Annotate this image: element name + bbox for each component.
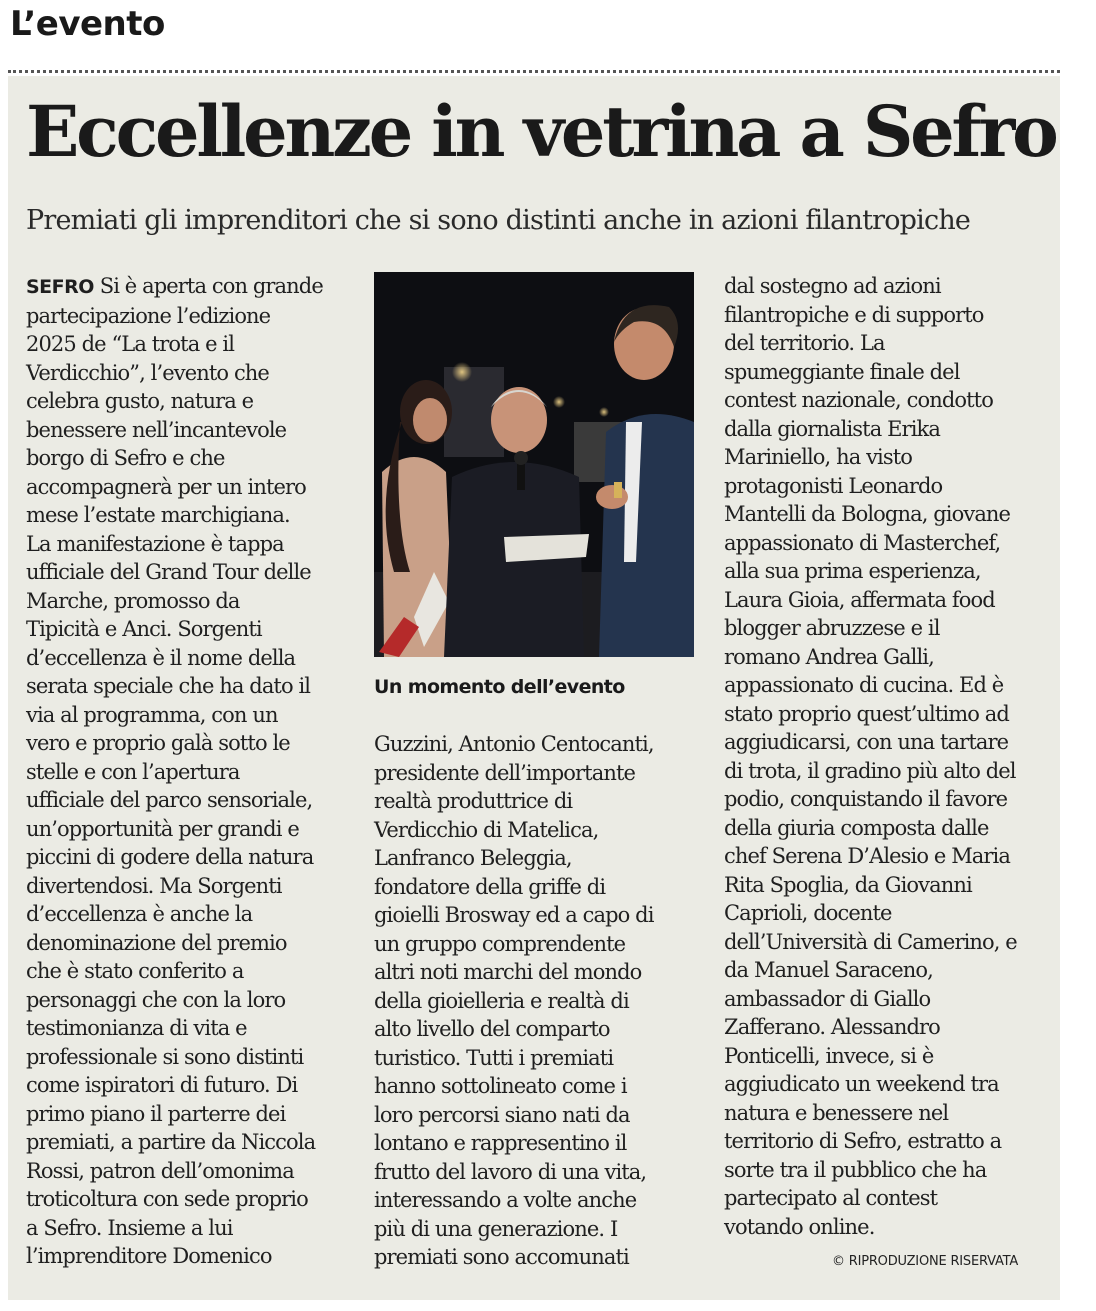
text-line bbox=[26, 444, 361, 473]
text-line-content: Rita Spoglia, da Giovanni bbox=[724, 872, 972, 897]
text-line bbox=[724, 1213, 1054, 1242]
text-line bbox=[724, 614, 1054, 643]
text-line-content: borgo di Sefro e che bbox=[26, 446, 225, 470]
text-line bbox=[724, 814, 1054, 843]
text-line-content: vero e proprio galà sotto le bbox=[26, 731, 290, 755]
text-line-content: alto livello del comparto bbox=[374, 1017, 610, 1041]
text-line bbox=[724, 671, 1054, 700]
text-line-content: Verdicchio”, l’evento che bbox=[26, 360, 269, 385]
text-line-content: lontano e rappresentino il bbox=[374, 1131, 627, 1155]
text-line-content: ufficiale del Grand Tour delle bbox=[26, 560, 311, 584]
text-line-content: interessando a volte anche bbox=[374, 1188, 637, 1212]
text-line bbox=[374, 958, 704, 987]
text-line bbox=[374, 844, 704, 873]
text-line bbox=[26, 416, 361, 445]
text-line-content: un’opportunità per grandi e bbox=[26, 816, 299, 841]
text-line bbox=[724, 272, 1054, 301]
text-line-content: Mariniello, ha visto bbox=[724, 445, 913, 469]
text-line-content: Zafferano. Alessandro bbox=[724, 1015, 940, 1039]
text-line-content: più di una generazione. I bbox=[374, 1216, 618, 1241]
text-line-content: stato proprio quest’ultimo ad bbox=[724, 701, 1009, 726]
text-line-content: podio, conquistando il favore bbox=[724, 787, 1008, 811]
text-line bbox=[26, 957, 361, 986]
text-line-content: premiati, a partire da Niccola bbox=[26, 1130, 316, 1154]
article-column-3 bbox=[724, 272, 1054, 1241]
text-line bbox=[724, 842, 1054, 871]
text-line bbox=[374, 1158, 704, 1187]
text-line-content: frutto del lavoro di una vita, bbox=[374, 1159, 647, 1184]
text-line bbox=[26, 558, 361, 587]
text-line bbox=[374, 873, 704, 902]
subheadline: Premiati gli imprenditori che si sono distinti anche in azioni filantropiche bbox=[26, 205, 971, 236]
text-line bbox=[26, 900, 361, 929]
text-line-content: Ponticelli, invece, si è bbox=[724, 1043, 934, 1068]
text-line-content: dalla giornalista Erika bbox=[724, 416, 940, 441]
text-line-content: celebra gusto, natura e bbox=[26, 389, 254, 413]
text-line-content: presidente dell’importante bbox=[374, 760, 636, 785]
text-line bbox=[724, 1013, 1054, 1042]
text-line bbox=[724, 500, 1054, 529]
text-line bbox=[26, 272, 361, 302]
text-line bbox=[374, 816, 704, 845]
text-line-content: sorte tra il pubblico che ha bbox=[724, 1157, 987, 1182]
text-line-content: dell’Università di Camerino, e bbox=[724, 929, 1017, 954]
text-line-content: Verdicchio di Matelica, bbox=[374, 817, 599, 842]
text-line-content: romano Andrea Galli, bbox=[724, 644, 934, 669]
text-line-content: hanno sottolineato come i bbox=[374, 1074, 627, 1098]
text-line-content: dal sostegno ad azioni bbox=[724, 274, 941, 298]
text-line bbox=[26, 530, 361, 559]
text-line bbox=[724, 757, 1054, 786]
text-line bbox=[26, 986, 361, 1015]
text-line bbox=[724, 643, 1054, 672]
text-line-content: Laura Gioia, affermata food bbox=[724, 587, 995, 612]
text-line bbox=[724, 329, 1054, 358]
text-line-content: 2025 de “La trota e il bbox=[26, 332, 235, 356]
text-line-content: mese l’estate marchigiana. bbox=[26, 503, 290, 527]
text-line bbox=[26, 815, 361, 844]
article-column-1 bbox=[26, 272, 361, 1271]
text-line-content: premiati sono accomunati bbox=[374, 1245, 629, 1269]
text-line-content: divertendosi. Ma Sorgenti bbox=[26, 873, 282, 898]
text-line-content: partecipazione l’edizione bbox=[26, 303, 271, 328]
photo-caption: Un momento dell’evento bbox=[374, 676, 625, 698]
text-line-content: realtà produttrice di bbox=[374, 789, 573, 813]
text-line bbox=[26, 929, 361, 958]
text-line bbox=[724, 956, 1054, 985]
text-line-content: fondatore della griffe di bbox=[374, 874, 606, 899]
event-photo bbox=[374, 272, 694, 657]
text-line-content: contest nazionale, condotto bbox=[724, 388, 993, 412]
text-line bbox=[374, 1186, 704, 1215]
text-line bbox=[26, 330, 361, 359]
text-line bbox=[724, 358, 1054, 387]
text-line-content: troticoltura con sede proprio bbox=[26, 1187, 308, 1211]
text-line bbox=[26, 1185, 361, 1214]
text-line-content: da Manuel Saraceno, bbox=[724, 958, 933, 982]
text-line bbox=[26, 1043, 361, 1072]
text-line-content: serata speciale che ha dato il bbox=[26, 674, 311, 698]
text-line-content: territorio di Sefro, estratto a bbox=[724, 1129, 1002, 1153]
text-line-content: partecipato al contest bbox=[724, 1186, 938, 1210]
text-line bbox=[26, 644, 361, 673]
text-line-content: della gioielleria e realtà di bbox=[374, 988, 629, 1013]
dateline: SEFRO bbox=[26, 276, 94, 298]
text-line-content: filantropiche e di supporto bbox=[724, 302, 984, 327]
text-line-content: d’eccellenza è anche la bbox=[26, 902, 253, 926]
text-line-content: a Sefro. Insieme a lui bbox=[26, 1215, 233, 1240]
text-line bbox=[374, 759, 704, 788]
text-line-content: alla sua prima esperienza, bbox=[724, 559, 981, 583]
text-line-content: Marche, promosso da bbox=[26, 588, 240, 613]
text-line bbox=[724, 472, 1054, 501]
text-line bbox=[374, 987, 704, 1016]
text-line-content: appassionato di Masterchef, bbox=[724, 530, 1001, 555]
text-line-content: Tipicità e Anci. Sorgenti bbox=[26, 617, 262, 641]
text-line bbox=[26, 1100, 361, 1129]
text-line-content: che è stato conferito a bbox=[26, 959, 244, 983]
text-line bbox=[374, 1243, 704, 1272]
text-line bbox=[724, 1070, 1054, 1099]
text-line bbox=[724, 1156, 1054, 1185]
text-line-content: aggiudicarsi, con una tartare bbox=[724, 730, 1009, 754]
text-line-content: chef Serena D’Alesio e Maria bbox=[724, 844, 1010, 868]
copyright-notice: © RIPRODUZIONE RISERVATA bbox=[832, 1254, 1019, 1269]
text-line bbox=[26, 1157, 361, 1186]
text-line bbox=[26, 872, 361, 901]
text-line bbox=[374, 787, 704, 816]
text-line bbox=[724, 985, 1054, 1014]
text-line-content: Guzzini, Antonio Centocanti, bbox=[374, 732, 654, 756]
text-line bbox=[724, 1127, 1054, 1156]
text-line bbox=[26, 1214, 361, 1243]
text-line-content: appassionato di cucina. Ed è bbox=[724, 673, 1004, 697]
text-line-content: ufficiale del parco sensoriale, bbox=[26, 788, 313, 812]
text-line bbox=[724, 1042, 1054, 1071]
headline: Eccellenze in vetrina a Sefro bbox=[26, 90, 1056, 173]
text-line bbox=[26, 302, 361, 331]
text-line-content: aggiudicato un weekend tra bbox=[724, 1072, 999, 1096]
text-line bbox=[724, 386, 1054, 415]
text-line bbox=[26, 672, 361, 701]
text-line bbox=[374, 1072, 704, 1101]
text-line-content: l’imprenditore Domenico bbox=[26, 1244, 272, 1268]
text-line bbox=[26, 387, 361, 416]
text-line bbox=[724, 700, 1054, 729]
text-line bbox=[374, 901, 704, 930]
text-line bbox=[26, 843, 361, 872]
text-line-content: spumeggiante finale del bbox=[724, 359, 960, 384]
text-line bbox=[26, 1242, 361, 1271]
text-line bbox=[26, 701, 361, 730]
text-line bbox=[724, 586, 1054, 615]
text-line bbox=[26, 786, 361, 815]
text-line-content: Rossi, patron dell’omonima bbox=[26, 1158, 294, 1183]
text-line-content: piccini di godere della natura bbox=[26, 845, 314, 869]
text-line bbox=[26, 473, 361, 502]
text-line-content: professionale si sono distinti bbox=[26, 1044, 304, 1069]
text-line bbox=[374, 1101, 704, 1130]
text-line-content: turistico. Tutti i premiati bbox=[374, 1045, 614, 1070]
text-line-content: Si è aperta con grande bbox=[99, 274, 323, 298]
text-line-content: via al programma, con un bbox=[26, 702, 278, 727]
text-line-content: gioielli Brosway ed a capo di bbox=[374, 903, 654, 927]
text-line bbox=[374, 1215, 704, 1244]
dotted-divider bbox=[8, 70, 1060, 73]
text-line bbox=[26, 501, 361, 530]
text-line-content: La manifestazione è tappa bbox=[26, 531, 284, 556]
text-line bbox=[26, 1071, 361, 1100]
text-line bbox=[26, 729, 361, 758]
text-line bbox=[26, 615, 361, 644]
text-line-content: Lanfranco Beleggia, bbox=[374, 846, 572, 870]
event-photo-illustration bbox=[374, 272, 694, 657]
text-line-content: testimonianza di vita e bbox=[26, 1016, 247, 1040]
text-line bbox=[724, 557, 1054, 586]
text-line-content: protagonisti Leonardo bbox=[724, 473, 943, 498]
text-line-content: ambassador di Giallo bbox=[724, 986, 931, 1011]
text-line bbox=[374, 1129, 704, 1158]
text-line bbox=[724, 443, 1054, 472]
text-line bbox=[724, 529, 1054, 558]
text-line-content: accompagnerà per un intero bbox=[26, 474, 306, 499]
text-line bbox=[724, 928, 1054, 957]
text-line-content: primo piano il parterre dei bbox=[26, 1101, 286, 1126]
section-label: L’evento bbox=[10, 4, 165, 44]
text-line bbox=[724, 1099, 1054, 1128]
text-line-content: benessere nell’incantevole bbox=[26, 417, 287, 442]
text-line bbox=[374, 730, 704, 759]
text-line bbox=[724, 1184, 1054, 1213]
text-line-content: d’eccellenza è il nome della bbox=[26, 645, 296, 670]
text-line-content: come ispiratori di futuro. Di bbox=[26, 1073, 298, 1097]
text-line-content: Mantelli da Bologna, giovane bbox=[724, 502, 1011, 526]
text-line bbox=[374, 1044, 704, 1073]
text-line-content: Caprioli, docente bbox=[724, 901, 892, 925]
text-line-content: stelle e con l’apertura bbox=[26, 759, 240, 784]
text-line-content: della giuria composta dalle bbox=[724, 815, 989, 840]
text-line bbox=[724, 899, 1054, 928]
text-line bbox=[26, 359, 361, 388]
article-column-2 bbox=[374, 730, 704, 1272]
text-line-content: personaggi che con la loro bbox=[26, 987, 286, 1012]
text-line-content: loro percorsi siano nati da bbox=[374, 1102, 630, 1127]
text-line-content: votando online. bbox=[724, 1214, 875, 1239]
text-line bbox=[724, 415, 1054, 444]
text-line bbox=[26, 1014, 361, 1043]
text-line-content: natura e benessere nel bbox=[724, 1100, 949, 1125]
text-line-content: un gruppo comprendente bbox=[374, 931, 626, 956]
text-line bbox=[724, 785, 1054, 814]
text-line bbox=[26, 758, 361, 787]
text-line bbox=[724, 301, 1054, 330]
text-line bbox=[26, 587, 361, 616]
text-line-content: del territorio. La bbox=[724, 331, 885, 355]
text-line bbox=[374, 1015, 704, 1044]
text-line bbox=[374, 930, 704, 959]
text-line bbox=[724, 871, 1054, 900]
text-line-content: di trota, il gradino più alto del bbox=[724, 758, 1016, 783]
text-line bbox=[26, 1128, 361, 1157]
text-line-content: denominazione del premio bbox=[26, 930, 287, 955]
text-line-content: blogger abruzzese e il bbox=[724, 616, 940, 640]
text-line bbox=[724, 728, 1054, 757]
text-line-content: altri noti marchi del mondo bbox=[374, 960, 642, 984]
